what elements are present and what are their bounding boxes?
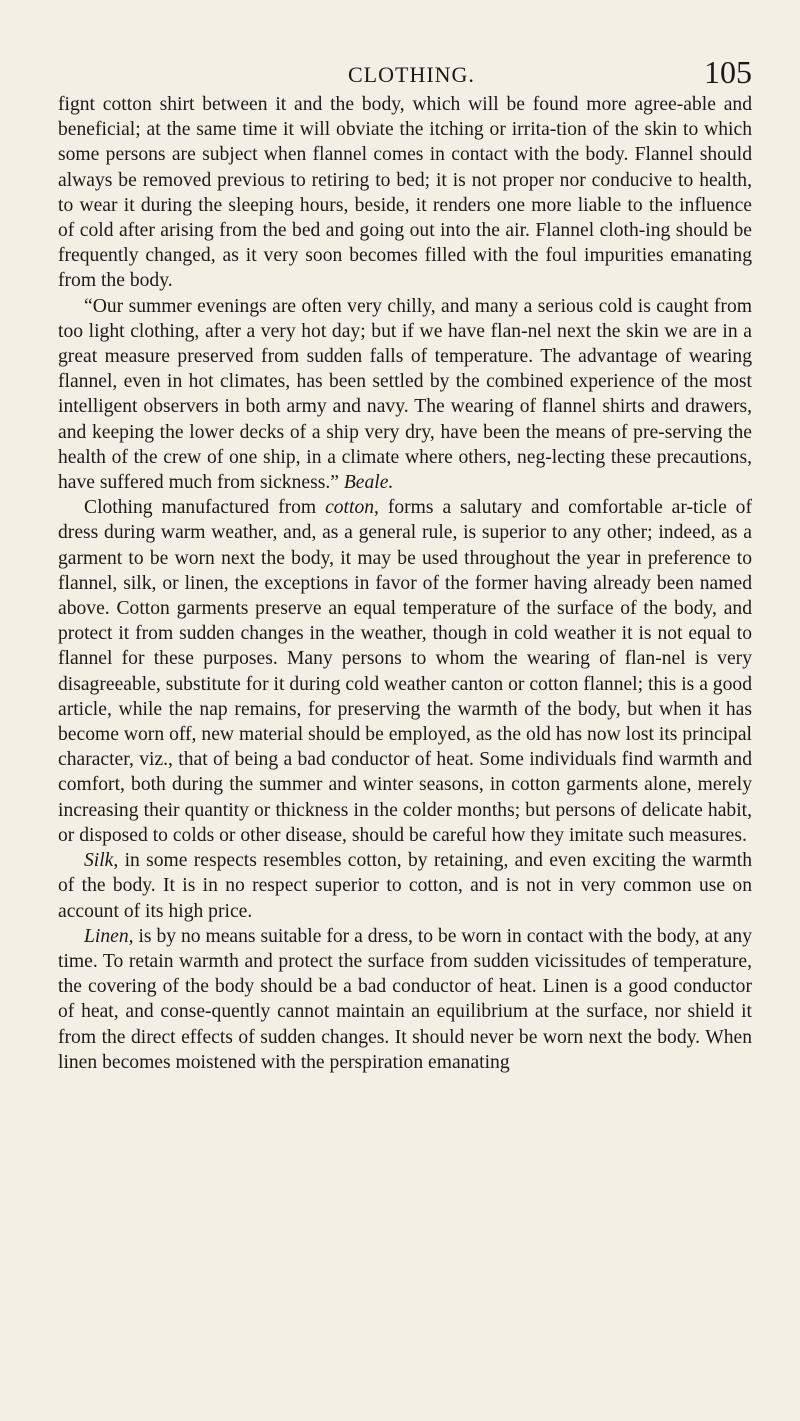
term-silk: Silk [84,850,114,872]
term-cotton: cotton [325,497,375,519]
paragraph-silk: Silk, in some respects resembles cotton, by retaining, and even exciting the warmth of the body. It is in no respect superior to cotton, and is not in very common use on account of its high price. [58,850,752,922]
paragraph-linen: Linen, is by no means suitable for a dress, to be worn in contact with the body, at any time. To retain warmth and protect the surface from sudden vicissitudes of temperature, the covering of the body should be a bad conductor of heat. Linen is a good conductor of heat, and conse-quently cannot maintain an equilibrium at the surface, nor shield it from the direct effects of sudden changes. It should never be worn next the body. When linen becomes moistened with the perspiration emanating [58,925,752,1073]
page-header [58,52,752,92]
running-head: CLOTHING. [348,62,475,87]
term-linen: Linen [84,925,129,947]
paragraph-flannel-continued: fignt cotton shirt between it and the body, which will be found more agree-able and beneficial; at the same time it will obviate the itching or irrita-tion of the skin to which some persons are subject when flannel comes in contact with the body. Flannel should always be removed previous to retiring to bed; it is not proper nor conducive to health, to wear it during the sleeping hours, beside, it renders one more liable to the influence of cold after arising from the bed and going out into the air. Flannel cloth-ing should be frequently changed, as it very soon becomes filled with the foul impurities emanating from the body. [58,94,752,292]
quote-source: Beale. [343,472,394,494]
page-number: 105 [704,54,752,90]
paragraph-cotton: Clothing manufactured from cotton, forms a salutary and comfortable ar-ticle of dress during warm weather, and, as a general rule, is superior to any other; indeed, as a garment to be worn next the body, it may be used throughout the year in preference to flannel, silk, or linen, the exceptions in favor of the former having already been named above. Cotton garments preserve an equal temperature of the surface of the body, and protect it from sudden changes in the weather, though in cold weather it is not equal to flannel for these purposes. Many persons to whom the wearing of flan-nel is very disagreeable, substitute for it during cold weather canton or cotton flannel; this is a good article, while the nap remains, for preserving the warmth of the body, but when it has become worn off, new material should be employed, as the old has now lost its principal character, viz., that of being a bad conductor of heat. Some individuals find warmth and comfort, both during the summer and winter seasons, in cotton garments alone, merely increasing their quantity or thickness in the colder months; but persons of delicate habit, or disposed to colds or other disease, should be careful how they imitate such measures. [58,497,752,846]
body-text [58,92,752,1075]
paragraph-quote: “Our summer evenings are often very chilly, and many a serious cold is caught from too light clothing, after a very hot day; but if we have flan-nel next the skin we are in a great measure preserved from sudden falls of temperature. The advantage of wearing flannel, even in hot climates, has been settled by the combined experience of the most intelligent observers in both army and navy. The wearing of flannel shirts and drawers, and keeping the lower decks of a ship very dry, have been the means of pre-serving the health of the crew of one ship, in a climate where others, neg-lecting these precautions, have suffered much from sickness.” Beale. [58,295,752,494]
